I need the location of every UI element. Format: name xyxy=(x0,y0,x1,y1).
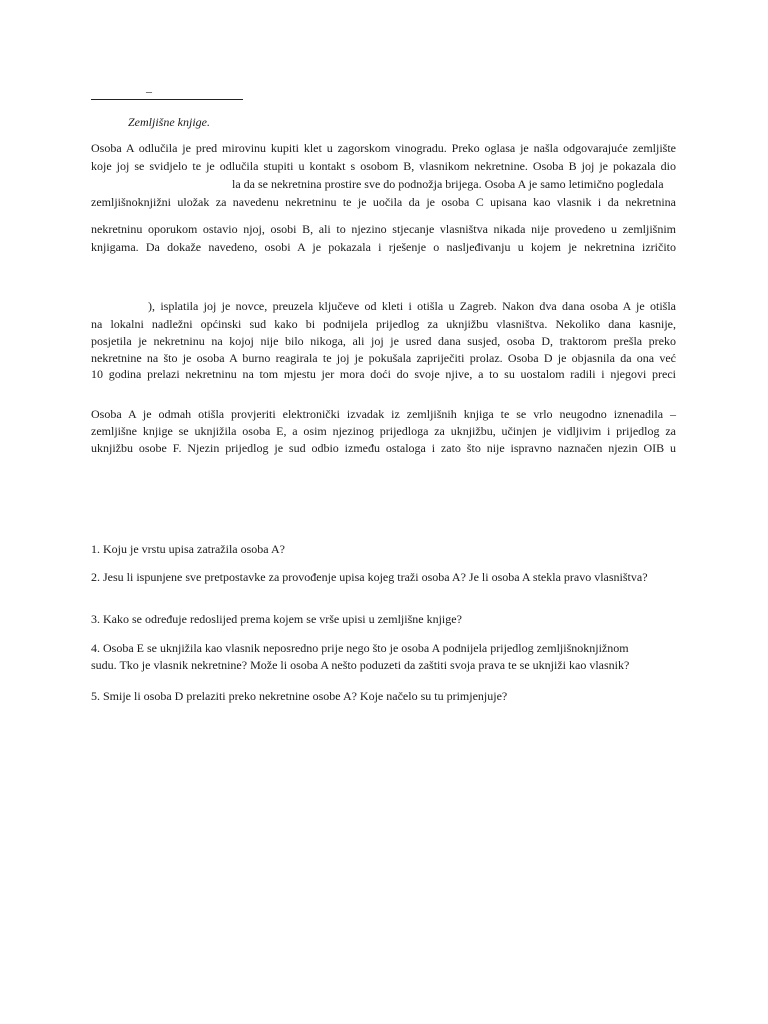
paragraph-1-line-3: la da se nekretnina prostire sve do podnožja brijega. Osoba A je samo letimično pogledala xyxy=(232,177,664,191)
question-1: 1. Koju je vrstu upisa zatražila osoba A? xyxy=(91,542,285,556)
paragraph-1-line-2: koje joj se svidjelo te je odlučila stupiti u kontakt s osobom B, vlasnikom nekretnine. Osoba B joj je pokazala dio xyxy=(91,159,676,173)
header-rule xyxy=(91,84,243,100)
paragraph-1-line-4: zemljišnoknjižni uložak za navedenu nekretninu te je uočila da je osoba C upisana kao vlasnik i da nekretnina xyxy=(91,195,676,209)
paragraph-4-line-3: uknjižbu osobe F. Njezin prijedlog je sud odbio između ostaloga i zato što nije ispravno naznačen njezin OIB u xyxy=(91,441,676,455)
question-5: 5. Smije li osoba D prelaziti preko nekretnine osobe A? Koje načelo su tu primjenjuje? xyxy=(91,689,508,703)
paragraph-3-line-3: posjetila je nekretninu na kojoj nije bilo nikoga, ali joj je usred dana susjed, osoba D, traktorom prešla preko xyxy=(91,334,676,348)
paragraph-3-line-4: nekretnine na što je osoba A burno reagirala te joj je pokušala zapriječiti prolaz. Osoba D je objasnila da ona već xyxy=(91,351,676,365)
paragraph-4-line-2: zemljišne knjige se uknjižila osoba E, a osim njezinog prijedloga za uknjižbu, učinjen je vidljivim i prijedlog za xyxy=(91,424,676,438)
question-4-line-2: sudu. Tko je vlasnik nekretnine? Može li osoba A nešto poduzeti da zaštiti svoja prava te se uknjiži kao vlasnik? xyxy=(91,658,630,672)
question-3: 3. Kako se određuje redoslijed prema kojem se vrše upisi u zemljišne knjige? xyxy=(91,612,462,626)
paragraph-1-line-1: Osoba A odlučila je pred mirovinu kupiti klet u zagorskom vinogradu. Preko oglasa je našla odgovarajuće zemljište xyxy=(91,141,676,155)
paragraph-2-line-2: knjigama. Da dokaže navedeno, osobi A je pokazala i rješenje o nasljeđivanju u kojem je nekretnina izričito xyxy=(91,240,676,254)
paragraph-3-line-2: na lokalni nadležni općinski sud kako bi podnijela prijedlog za uknjižbu vlasništva. Nekoliko dana kasnije, xyxy=(91,317,676,331)
paragraph-3-line-1: ), isplatila joj je novce, preuzela ključeve od kleti i otišla u Zagreb. Nakon dva dana osoba A je otišla xyxy=(148,299,676,313)
paragraph-2-line-1: nekretninu oporukom ostavio njoj, osobi B, ali to njezino stjecanje vlasništva nikada nije provedeno u zemljišnim xyxy=(91,222,676,236)
header-dash: – xyxy=(146,84,152,98)
document-title: Zemljišne knjige. xyxy=(128,115,210,129)
question-4-line-1: 4. Osoba E se uknjižila kao vlasnik neposredno prije nego što je osoba A podnijela prijedlog zemljišnoknjižnom xyxy=(91,641,629,655)
paragraph-4-line-1: Osoba A je odmah otišla provjeriti elektronički izvadak iz zemljišnih knjiga te se vrlo neugodno iznenadila – xyxy=(91,407,676,421)
paragraph-3-line-5: 10 godina prelazi nekretninu na tom mjestu jer mora doći do svoje njive, a to su uostalom radili i njegovi preci xyxy=(91,367,676,381)
question-2: 2. Jesu li ispunjene sve pretpostavke za provođenje upisa kojeg traži osoba A? Je li osoba A stekla pravo vlasništva? xyxy=(91,570,648,584)
